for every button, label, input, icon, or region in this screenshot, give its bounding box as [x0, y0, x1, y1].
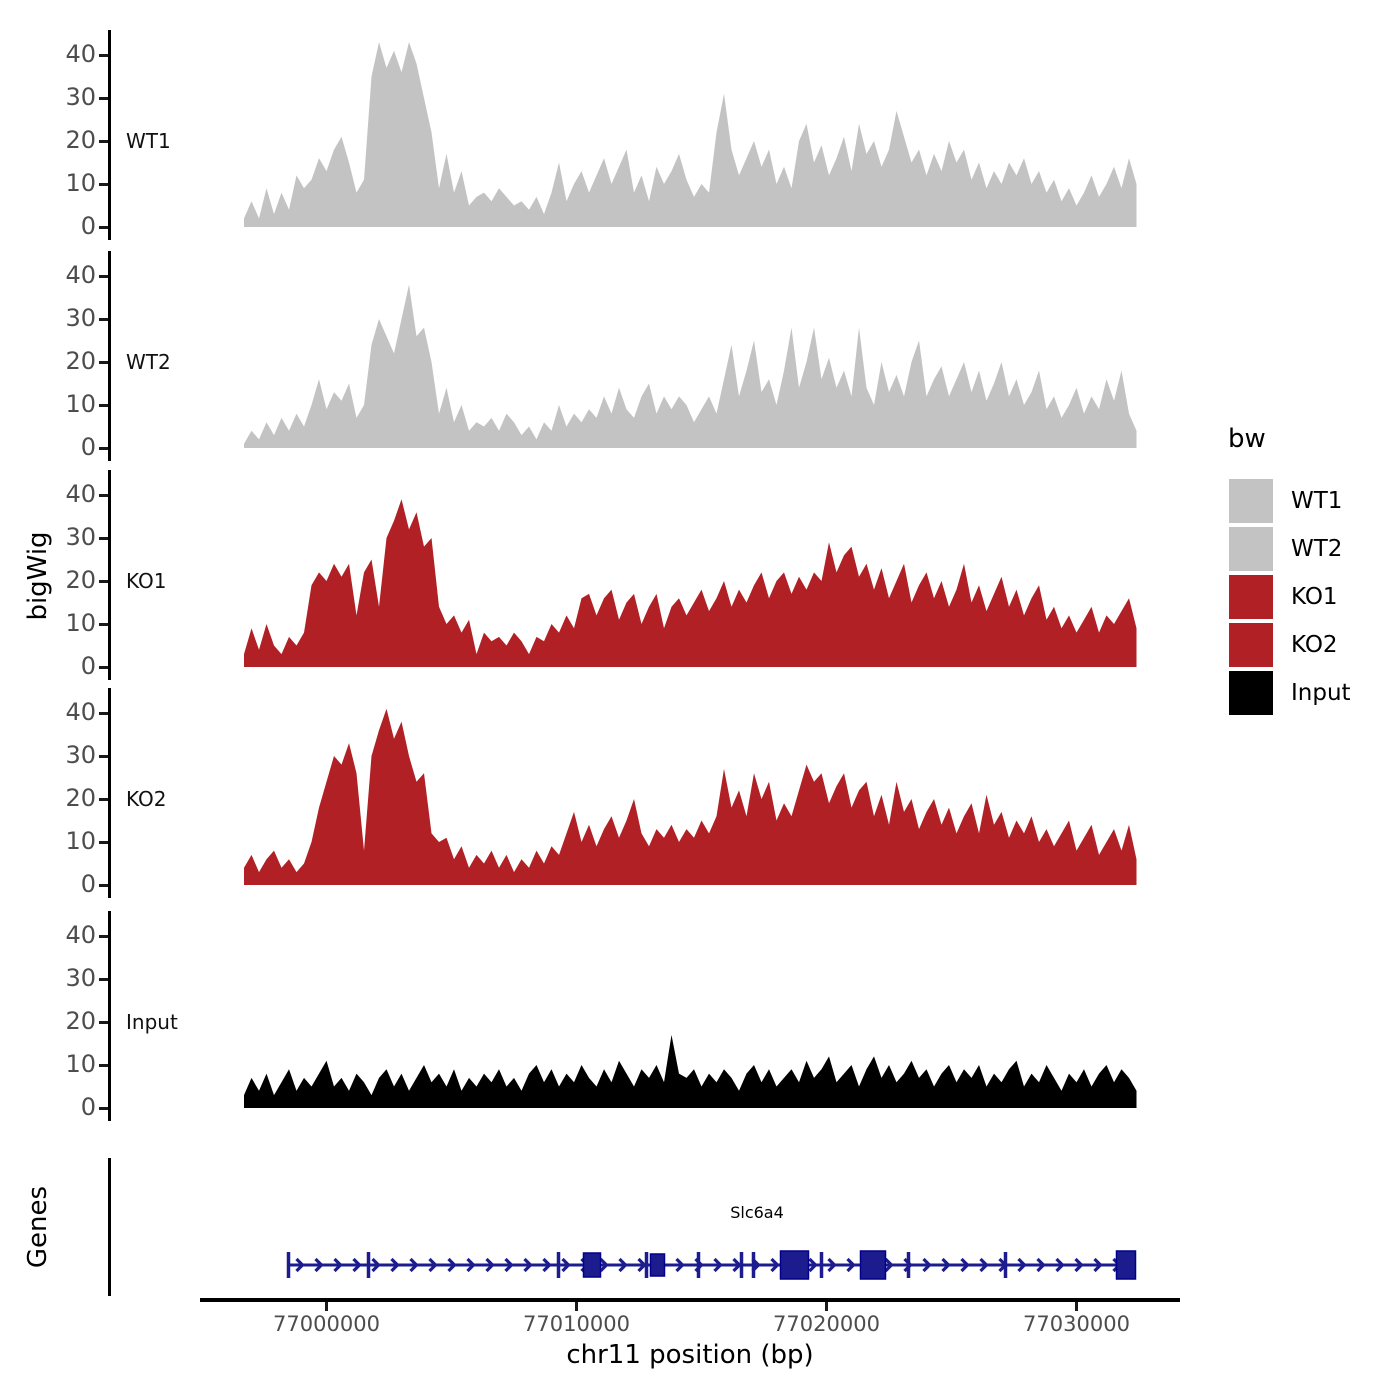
genes-axis-line [108, 1158, 111, 1296]
y-tick-label-wt1-20: 20 [65, 125, 96, 154]
exon-box-3 [861, 1251, 886, 1279]
x-axis-line [200, 1298, 1180, 1302]
exon-tick-8 [907, 1252, 911, 1278]
y-tick-input-30 [99, 978, 108, 981]
coverage-area-wt2 [244, 251, 1140, 461]
exon-tick-7 [820, 1252, 824, 1278]
y-tick-label-input-0: 0 [80, 1092, 96, 1121]
y-tick-ko1-40 [99, 494, 108, 497]
y-tick-label-input-20: 20 [65, 1006, 96, 1035]
exon-box-0 [584, 1253, 601, 1277]
y-tick-label-wt2-20: 20 [65, 346, 96, 375]
y-tick-label-ko2-0: 0 [80, 869, 96, 898]
y-tick-wt2-20 [99, 361, 108, 364]
y-tick-ko2-30 [99, 755, 108, 758]
y-tick-ko1-30 [99, 537, 108, 540]
legend-swatch-input [1229, 671, 1273, 715]
y-tick-wt2-30 [99, 318, 108, 321]
y-tick-label-wt1-0: 0 [80, 211, 96, 240]
exon-box-1 [651, 1254, 665, 1276]
y-tick-label-wt1-30: 30 [65, 82, 96, 111]
y-tick-label-ko1-30: 30 [65, 522, 96, 551]
y-tick-label-input-10: 10 [65, 1049, 96, 1078]
y-tick-label-wt2-0: 0 [80, 432, 96, 461]
exon-tick-6 [752, 1252, 756, 1278]
track-label-input: Input [126, 1010, 178, 1034]
y-tick-label-wt2-40: 40 [65, 260, 96, 289]
exon-tick-4 [697, 1252, 701, 1278]
y-tick-wt1-40 [99, 54, 108, 57]
y-tick-label-ko1-20: 20 [65, 565, 96, 594]
x-axis-title: chr11 position (bp) [566, 1340, 814, 1370]
y-tick-input-0 [99, 1107, 108, 1110]
exon-tick-3 [645, 1252, 649, 1278]
x-tick-label-77010000: 77010000 [523, 1312, 630, 1336]
legend-title: bw [1228, 424, 1266, 454]
y-tick-ko2-20 [99, 798, 108, 801]
y-tick-wt2-40 [99, 275, 108, 278]
track-label-wt2: WT2 [126, 350, 171, 374]
exon-tick-1 [367, 1252, 371, 1278]
y-tick-label-wt2-10: 10 [65, 389, 96, 418]
legend-label-ko1: KO1 [1291, 584, 1338, 610]
exon-tick-5 [740, 1252, 744, 1278]
y-tick-label-input-40: 40 [65, 920, 96, 949]
x-tick-77000000 [325, 1302, 328, 1311]
y-tick-label-wt2-30: 30 [65, 303, 96, 332]
y-axis-title: bigWig [23, 531, 53, 621]
y-tick-input-40 [99, 935, 108, 938]
y-tick-label-ko2-10: 10 [65, 826, 96, 855]
coverage-area-ko1 [244, 470, 1140, 680]
x-tick-label-77030000: 77030000 [1023, 1312, 1130, 1336]
exon-tick-0 [287, 1252, 291, 1278]
y-tick-label-wt1-10: 10 [65, 168, 96, 197]
y-axis-line-input [108, 911, 111, 1121]
track-label-ko2: KO2 [126, 787, 167, 811]
x-tick-77030000 [1075, 1302, 1078, 1311]
legend-swatch-wt2 [1229, 527, 1273, 571]
y-tick-label-ko2-20: 20 [65, 783, 96, 812]
legend-swatch-ko2 [1229, 623, 1273, 667]
y-tick-label-ko1-0: 0 [80, 651, 96, 680]
x-tick-label-77000000: 77000000 [273, 1312, 380, 1336]
legend-swatch-ko1 [1229, 575, 1273, 619]
y-tick-ko1-0 [99, 666, 108, 669]
y-axis-line-ko2 [108, 688, 111, 898]
genes-axis-title: Genes [23, 1185, 53, 1269]
legend-label-wt2: WT2 [1291, 536, 1343, 562]
legend-label-wt1: WT1 [1291, 488, 1343, 514]
legend-label-ko2: KO2 [1291, 632, 1338, 658]
y-tick-wt1-10 [99, 183, 108, 186]
y-tick-label-ko2-40: 40 [65, 697, 96, 726]
exon-tick-9 [1004, 1252, 1008, 1278]
y-tick-input-10 [99, 1064, 108, 1067]
track-label-wt1: WT1 [126, 129, 171, 153]
track-label-ko1: KO1 [126, 569, 167, 593]
x-tick-77020000 [825, 1302, 828, 1311]
exon-tick-2 [557, 1252, 561, 1278]
y-tick-input-20 [99, 1021, 108, 1024]
exon-box-2 [781, 1251, 809, 1279]
gene-label: Slc6a4 [730, 1203, 784, 1222]
y-axis-line-ko1 [108, 470, 111, 680]
coverage-area-wt1 [244, 30, 1140, 240]
y-tick-ko1-10 [99, 623, 108, 626]
y-tick-wt1-20 [99, 140, 108, 143]
y-tick-label-input-30: 30 [65, 963, 96, 992]
legend-swatch-wt1 [1229, 479, 1273, 523]
y-tick-ko1-20 [99, 580, 108, 583]
y-axis-line-wt2 [108, 251, 111, 461]
y-tick-label-ko1-40: 40 [65, 479, 96, 508]
y-tick-wt2-0 [99, 447, 108, 450]
y-axis-line-wt1 [108, 30, 111, 240]
y-tick-ko2-10 [99, 841, 108, 844]
coverage-area-ko2 [244, 688, 1140, 898]
y-tick-wt1-0 [99, 226, 108, 229]
y-tick-wt2-10 [99, 404, 108, 407]
exon-box-4 [1117, 1251, 1136, 1279]
y-tick-label-ko2-30: 30 [65, 740, 96, 769]
y-tick-ko2-0 [99, 884, 108, 887]
y-tick-label-wt1-40: 40 [65, 39, 96, 68]
legend-label-input: Input [1291, 680, 1351, 706]
x-tick-label-77020000: 77020000 [773, 1312, 880, 1336]
y-tick-wt1-30 [99, 97, 108, 100]
y-tick-label-ko1-10: 10 [65, 608, 96, 637]
x-tick-77010000 [575, 1302, 578, 1311]
coverage-area-input [244, 911, 1140, 1121]
y-tick-ko2-40 [99, 712, 108, 715]
gene-model [244, 1158, 1140, 1298]
